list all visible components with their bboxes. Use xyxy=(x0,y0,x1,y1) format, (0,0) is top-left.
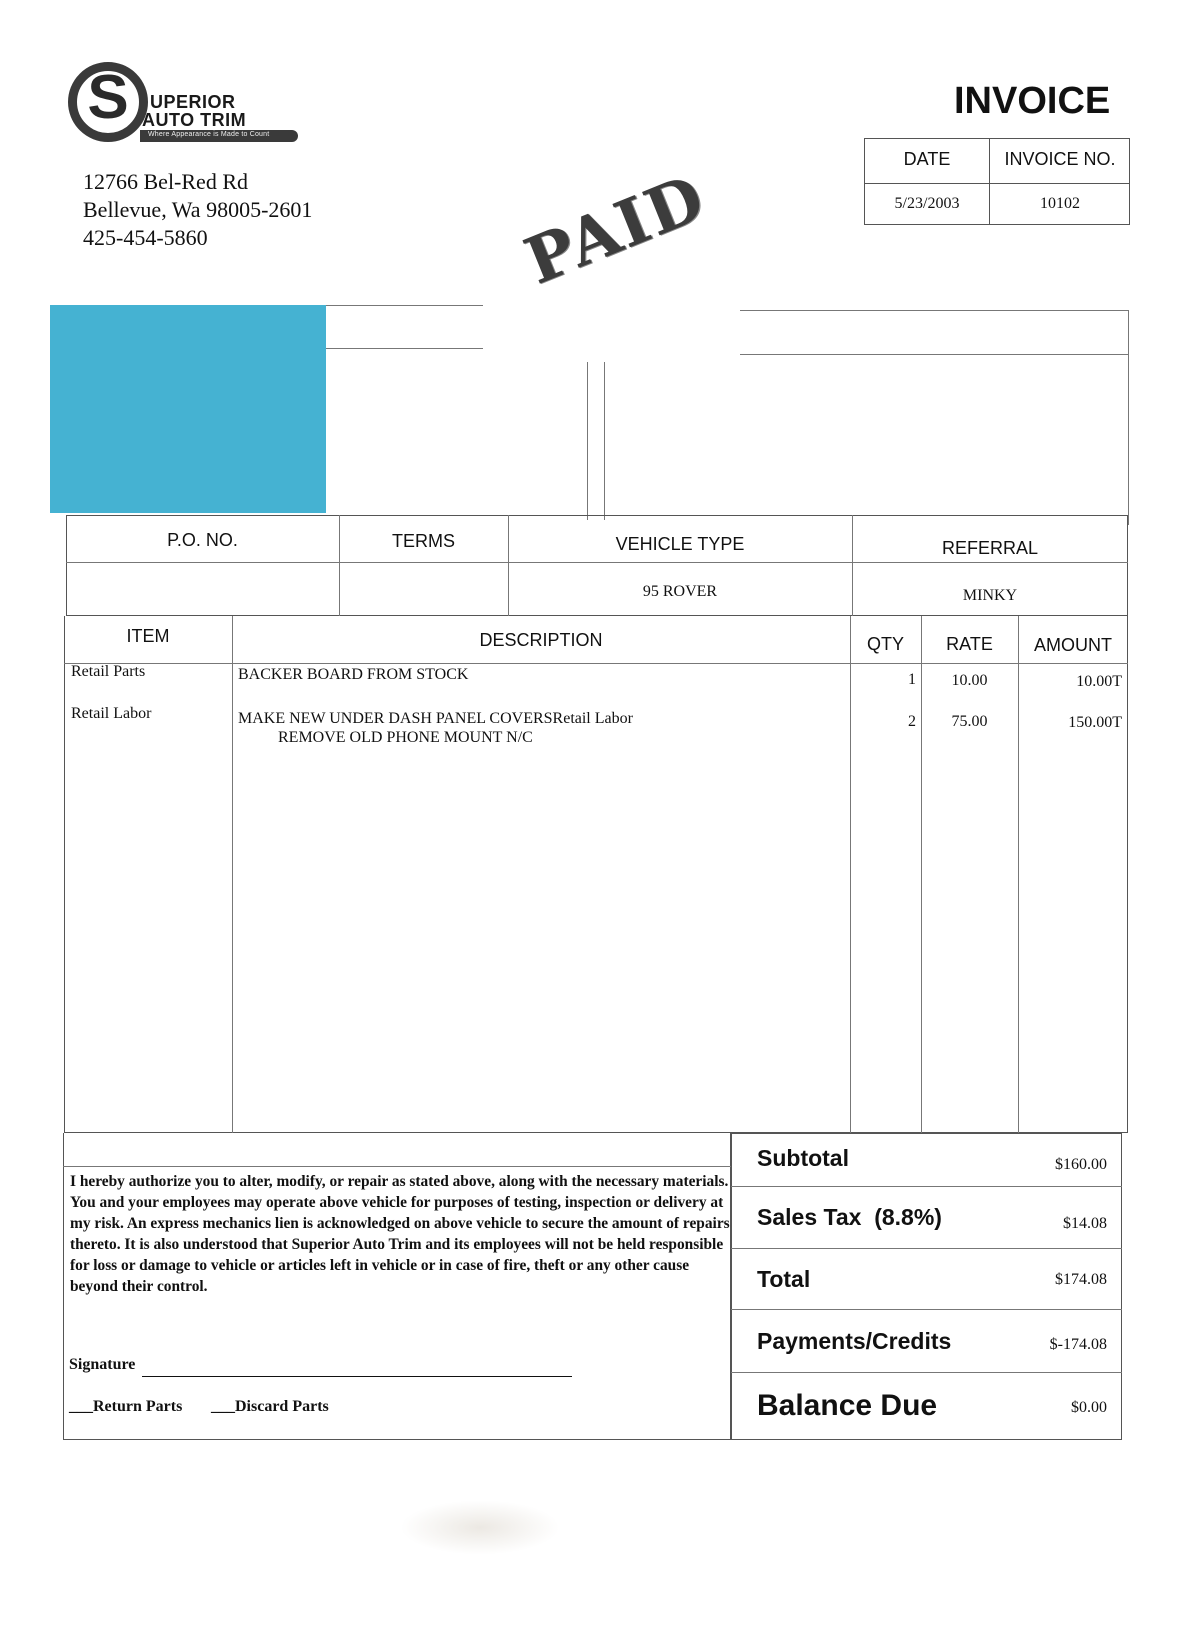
col-rate-header: RATE xyxy=(946,634,993,654)
company-logo xyxy=(68,60,300,150)
company-address xyxy=(83,168,312,252)
totals-divider xyxy=(731,1186,1122,1187)
invoice-header-box xyxy=(864,138,1130,225)
ship-to-line xyxy=(740,354,1128,355)
items-col-divider xyxy=(850,616,851,1133)
total-value: $174.08 xyxy=(1055,1271,1107,1288)
col-description-header: DESCRIPTION xyxy=(479,630,603,650)
row2-amount: 150.00T xyxy=(1068,714,1122,731)
logo-tagline: Where Appearance is Made to Count xyxy=(148,131,270,138)
row2-description: MAKE NEW UNDER DASH PANEL COVERSRetail Labor xyxy=(238,710,633,727)
col-item-header: ITEM xyxy=(126,626,170,646)
address-line2: Bellevue, Wa 98005-2601 xyxy=(83,197,313,222)
return-parts-option: ___Return Parts xyxy=(69,1398,183,1415)
items-col-divider xyxy=(232,616,233,1133)
totals-divider xyxy=(731,1372,1122,1373)
payments-credits-label: Payments/Credits xyxy=(757,1328,952,1354)
company-phone: 425-454-5860 xyxy=(83,225,208,250)
paid-stamp: PAID xyxy=(515,160,717,300)
row2-item: Retail Labor xyxy=(71,705,152,722)
vehicle-type-value: 95 ROVER xyxy=(642,583,718,600)
signature-line xyxy=(142,1376,572,1377)
col-qty-header: QTY xyxy=(866,634,904,654)
row2-rate: 75.00 xyxy=(951,713,988,730)
referral-value: MINKY xyxy=(962,587,1018,604)
address-line1: 12766 Bel-Red Rd xyxy=(83,169,248,194)
balance-due-label: Balance Due xyxy=(757,1389,938,1422)
paper-stain xyxy=(400,1500,560,1555)
sales-tax-label: Sales Tax (8.8%) xyxy=(757,1204,942,1230)
logo-letter: S xyxy=(87,63,129,132)
line-items-table xyxy=(64,616,1128,1133)
row1-description: BACKER BOARD FROM STOCK xyxy=(238,666,469,683)
referral-label: REFERRAL xyxy=(941,538,1039,558)
document-title: INVOICE xyxy=(954,80,1111,122)
invoice-no-value: 10102 xyxy=(1040,195,1080,212)
col-amount-header: AMOUNT xyxy=(1034,635,1112,655)
totals-divider xyxy=(731,1309,1122,1310)
line-items-header-divider xyxy=(64,663,1128,664)
redacted-bill-to xyxy=(50,305,326,513)
authorization-top-rule xyxy=(63,1166,731,1167)
row1-amount: 10.00T xyxy=(1076,673,1122,690)
row1-item: Retail Parts xyxy=(71,663,146,680)
total-label: Total xyxy=(757,1266,811,1292)
bill-to-divider xyxy=(587,362,588,520)
ship-to-divider xyxy=(604,362,605,520)
logo-name-line2: AUTO TRIM xyxy=(142,110,247,130)
subtotal-value: $160.00 xyxy=(1055,1156,1107,1173)
items-col-divider xyxy=(921,616,922,1133)
ship-to-border xyxy=(1128,310,1129,525)
subtotal-label: Subtotal xyxy=(757,1145,849,1171)
bill-to-line xyxy=(326,305,483,306)
po-label: P.O. NO. xyxy=(167,530,238,550)
info-table-divider xyxy=(66,562,1128,563)
vehicle-type-label: VEHICLE TYPE xyxy=(615,534,745,554)
ship-to-line xyxy=(740,310,1128,311)
logo-name-line1: UPERIOR xyxy=(150,92,236,112)
balance-due-value: $0.00 xyxy=(1071,1399,1107,1416)
date-label: DATE xyxy=(903,149,951,169)
row2-qty: 2 xyxy=(908,713,916,730)
row2-description-line2: REMOVE OLD PHONE MOUNT N/C xyxy=(278,729,533,746)
payments-credits-value: $-174.08 xyxy=(1049,1336,1107,1353)
items-col-divider xyxy=(1018,616,1019,1133)
terms-label: TERMS xyxy=(392,531,455,551)
row1-rate: 10.00 xyxy=(951,672,988,689)
bill-to-line xyxy=(326,348,483,349)
signature-label: Signature xyxy=(69,1356,136,1373)
date-value: 5/23/2003 xyxy=(894,195,960,212)
totals-divider xyxy=(731,1248,1122,1249)
discard-parts-option: ___Discard Parts xyxy=(211,1398,329,1415)
authorization-text: I hereby authorize you to alter, modify, or repair as stated above, along with the necessary materials. You and your employees may operate above vehicle for purposes of testing, inspection or delivery at my risk. An express mechanics lien is acknowledged on above vehicle to secure the amount of repairs thereto. It is also understood that Superior Auto Trim and its employees will not be held responsible for loss or damage to vehicle or articles left in vehicle or in case of fire, theft or any other cause beyond their control. xyxy=(70,1173,730,1295)
invoice-no-label: INVOICE NO. xyxy=(1004,149,1116,169)
sales-tax-value: $14.08 xyxy=(1063,1215,1107,1232)
row1-qty: 1 xyxy=(908,671,916,688)
